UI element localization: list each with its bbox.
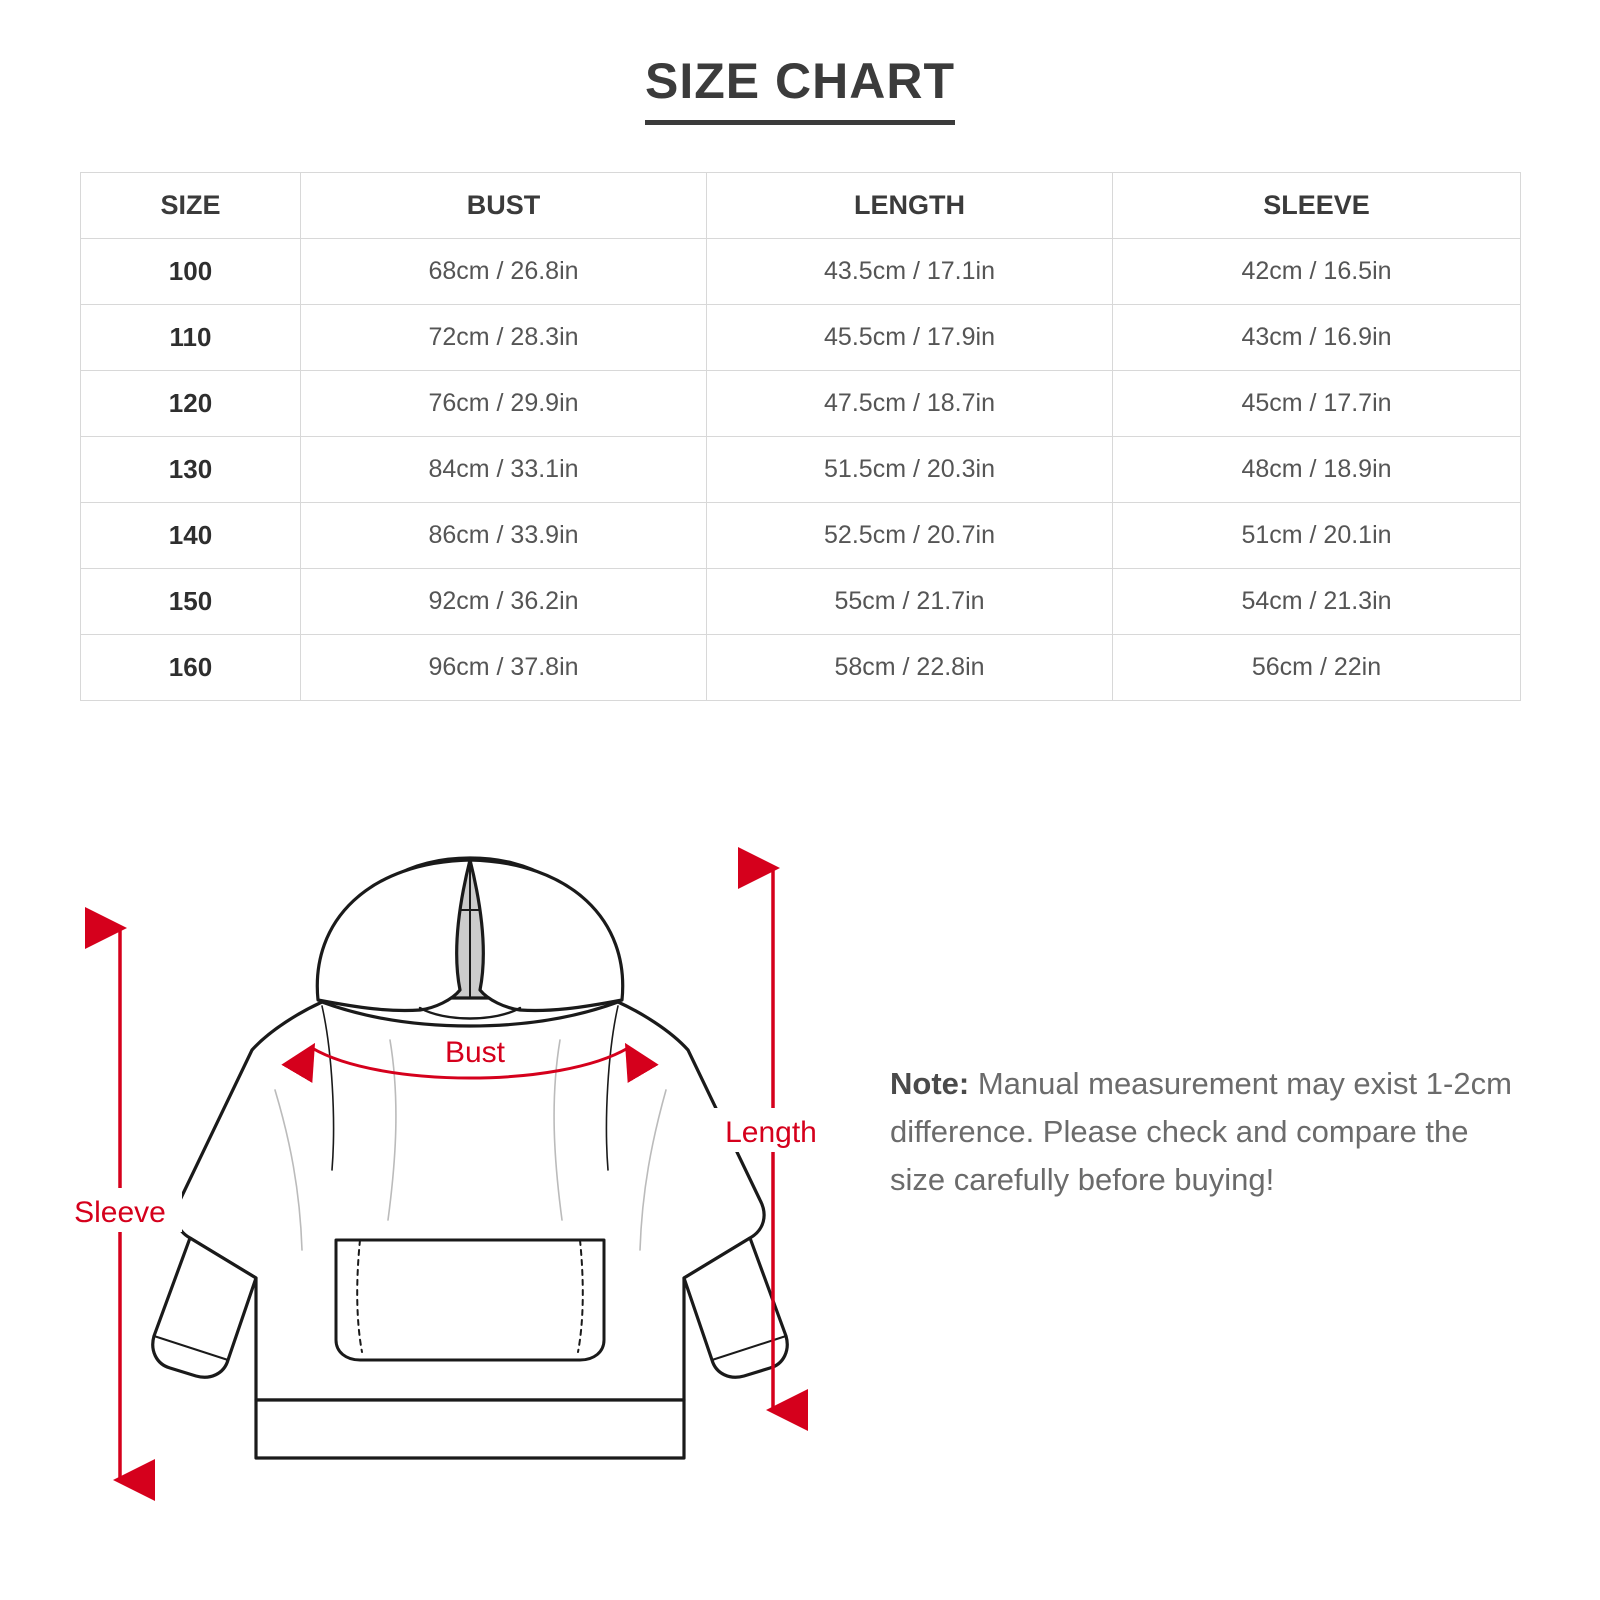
cell-bust: 76cm / 29.9in [301,371,707,437]
bust-label: Bust [444,1036,506,1069]
cell-bust: 96cm / 37.8in [301,635,707,701]
note-label: Note: [890,1066,970,1101]
cell-size: 140 [81,503,301,569]
cell-size: 150 [81,569,301,635]
note-block [890,1060,1520,1204]
column-header-size: SIZE [81,173,301,239]
length-label: Length [725,1116,817,1149]
cell-sleeve: 54cm / 21.3in [1113,569,1521,635]
table-row [81,239,1521,305]
cell-sleeve: 43cm / 16.9in [1113,305,1521,371]
cell-sleeve: 48cm / 18.9in [1113,437,1521,503]
table-row [81,371,1521,437]
cell-length: 45.5cm / 17.9in [707,305,1113,371]
cell-length: 52.5cm / 20.7in [707,503,1113,569]
table-row [81,503,1521,569]
cell-size: 160 [81,635,301,701]
cell-length: 55cm / 21.7in [707,569,1113,635]
cell-bust: 68cm / 26.8in [301,239,707,305]
cell-sleeve: 42cm / 16.5in [1113,239,1521,305]
cell-sleeve: 56cm / 22in [1113,635,1521,701]
cell-size: 120 [81,371,301,437]
column-header-sleeve: SLEEVE [1113,173,1521,239]
page-title: SIZE CHART [645,52,955,125]
sleeve-label: Sleeve [74,1196,166,1229]
sleeve-measure-arrow [60,928,182,1480]
note-text: Manual measurement may exist 1-2cm difference. Please check and compare the size carefully before buying! [890,1066,1512,1198]
cell-size: 100 [81,239,301,305]
size-table-container [80,172,1520,701]
cell-length: 58cm / 22.8in [707,635,1113,701]
table-row [81,305,1521,371]
cell-bust: 92cm / 36.2in [301,569,707,635]
hoodie-illustration [153,858,787,1458]
table-row [81,437,1521,503]
column-header-bust: BUST [301,173,707,239]
cell-bust: 72cm / 28.3in [301,305,707,371]
garment-diagram [60,840,880,1540]
cell-length: 51.5cm / 20.3in [707,437,1113,503]
cell-size: 110 [81,305,301,371]
table-header-row [81,173,1521,239]
table-row [81,569,1521,635]
cell-bust: 86cm / 33.9in [301,503,707,569]
cell-sleeve: 51cm / 20.1in [1113,503,1521,569]
cell-size: 130 [81,437,301,503]
cell-sleeve: 45cm / 17.7in [1113,371,1521,437]
column-header-length: LENGTH [707,173,1113,239]
cell-length: 47.5cm / 18.7in [707,371,1113,437]
page-title-container [0,52,1600,125]
size-table [80,172,1521,701]
cell-bust: 84cm / 33.1in [301,437,707,503]
table-row [81,635,1521,701]
cell-length: 43.5cm / 17.1in [707,239,1113,305]
